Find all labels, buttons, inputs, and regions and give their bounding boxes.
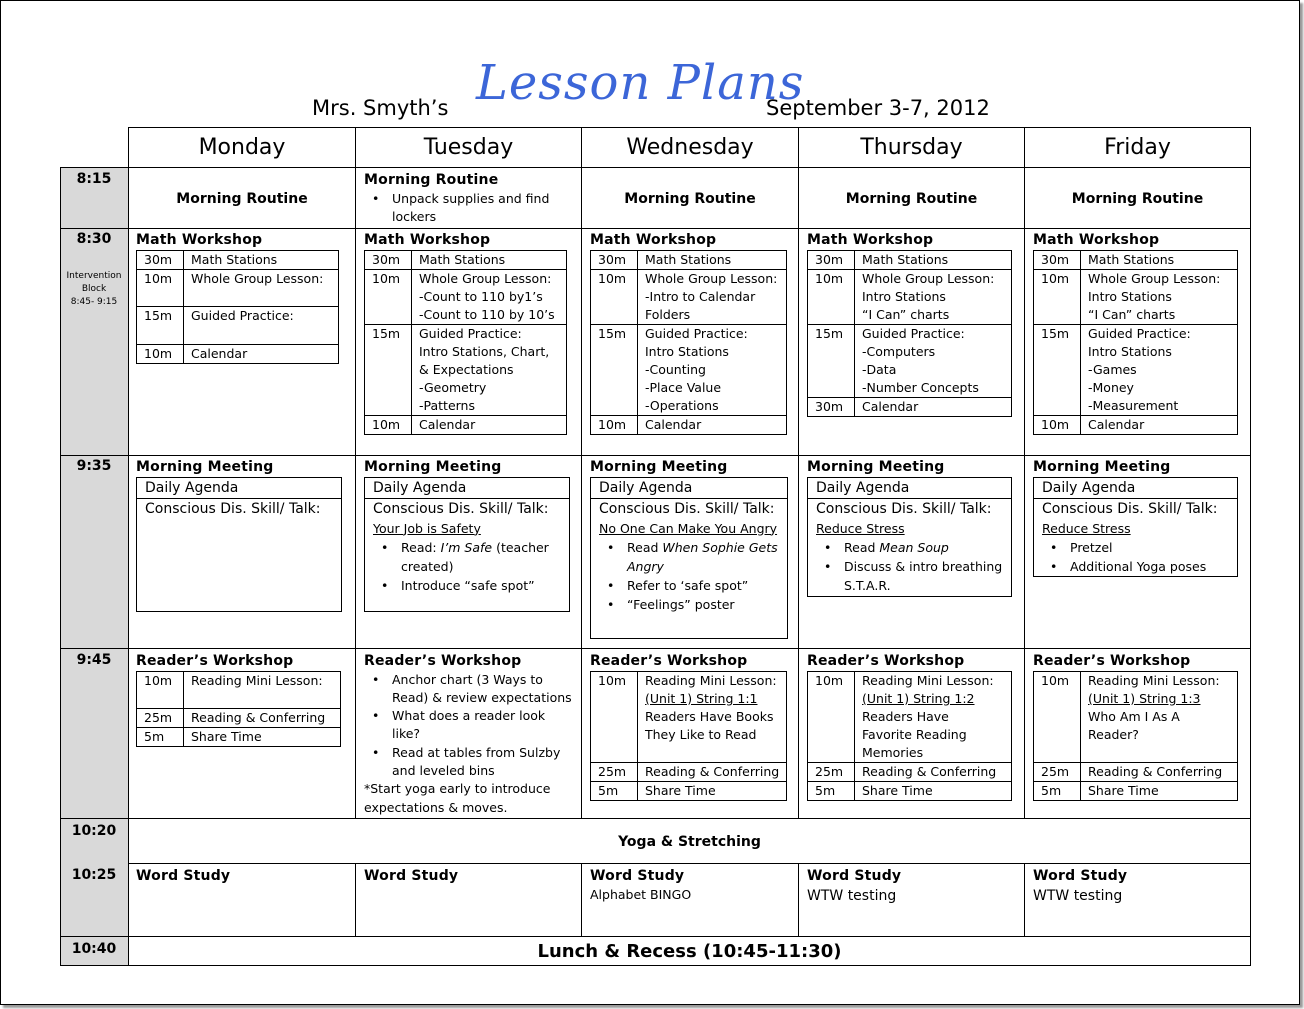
agenda-box: Daily Agenda Conscious Dis. Skill/ Talk: Your Job is Safety • Read: I’m Safe (teacher created) • Introduce “safe spot” (364, 477, 570, 612)
grid-line (60, 455, 1251, 456)
agenda-box: Daily Agenda Conscious Dis. Skill/ Talk: No One Can Make You Angry • Read When Sophie Gets Angry • Refer to ‘safe spot” • “Feelings” poster (590, 477, 788, 639)
week-dates: September 3-7, 2012 (766, 96, 990, 120)
grid-line (798, 863, 799, 937)
meeting-bullets: • Read: I’m Safe (teacher created) • Introduce “safe spot” (373, 538, 561, 595)
time-1040: 10:40 (71, 941, 117, 957)
yoga-stretching: Yoga & Stretching (618, 834, 761, 850)
reader-bullets: • Anchor chart (3 Ways to Read) & review expectations • What does a reader look like? • Read at tables from Sulzby and leveled bins (364, 671, 578, 781)
grid-line (60, 936, 1251, 937)
intervention-block-note: Intervention Block 8:45- 9:15 (66, 271, 122, 307)
day-header-thursday: Thursday (860, 135, 963, 160)
morning-meeting-thursday: Morning Meeting Daily Agenda Conscious Dis. Skill/ Talk: Reduce Stress • Read Mean Soup • Discuss & intro breathing S.T.A.R. (807, 458, 1012, 597)
math-workshop-monday: Math Workshop 30m Math Stations 10m Whole Group Lesson: 15m Guided Practice: 10m Calendar (136, 231, 339, 364)
math-workshop-thursday: Math Workshop 30m Math Stations 10m Whole Group Lesson: Intro Stations “I Can” charts 15m Guided Practice: -Computers -Data -Number Concepts 30m Calendar (807, 231, 1012, 417)
morning-routine-thursday: Morning Routine (845, 191, 978, 207)
reading-schedule-table: 10m Reading Mini Lesson: 25m Reading & Conferring 5m Share Time (136, 671, 341, 747)
lunch-recess: Lunch & Recess (10:45-11:30) (537, 941, 842, 962)
day-header-wednesday: Wednesday (626, 135, 754, 160)
meeting-bullets: • Read When Sophie Gets Angry • Refer to ‘safe spot” • “Feelings” poster (599, 538, 779, 614)
morning-meeting-friday: Morning Meeting Daily Agenda Conscious Dis. Skill/ Talk: Reduce Stress • Pretzel • Additional Yoga poses (1033, 458, 1238, 577)
time-0830: 8:30 (76, 231, 112, 247)
math-workshop-friday: Math Workshop 30m Math Stations 10m Whole Group Lesson: Intro Stations “I Can” charts 15m Guided Practice: Intro Stations -Games -Money -Measurement 10m Calendar (1033, 231, 1238, 435)
morning-meeting-tuesday: Morning Meeting Daily Agenda Conscious Dis. Skill/ Talk: Your Job is Safety • Read: I’m Safe (teacher created) • Introduce “safe spot” (364, 458, 570, 612)
time-1025: 10:25 (71, 867, 117, 883)
time-0935: 9:35 (76, 458, 112, 474)
teacher-name: Mrs. Smyth’s (312, 96, 449, 120)
word-study-monday: Word Study (136, 868, 231, 884)
readers-workshop-wednesday: Reader’s Workshop 10m Reading Mini Lesson: (Unit 1) String 1:1 Readers Have Books They Like to Read 25m Reading & Conferring 5m Share Time (590, 652, 787, 801)
grid-line (1250, 127, 1251, 966)
time-0945: 9:45 (76, 652, 112, 668)
morning-meeting-wednesday: Morning Meeting Daily Agenda Conscious Dis. Skill/ Talk: No One Can Make You Angry • Read When Sophie Gets Angry • Refer to ‘safe spot” • “Feelings” poster (590, 458, 788, 639)
math-schedule-table: 30m Math Stations 10m Whole Group Lesson: -Intro to Calendar Folders 15m Guided Practice: Intro Stations -Counting -Place Value -Operations 10m Calendar (590, 250, 787, 435)
grid-line (1024, 127, 1025, 819)
grid-line (1024, 863, 1025, 937)
grid-line (581, 863, 582, 937)
agenda-box: Daily Agenda Conscious Dis. Skill/ Talk: (136, 477, 342, 612)
word-study-thursday: Word Study WTW testing (807, 868, 902, 904)
page-title: Lesson Plans (476, 55, 805, 111)
grid-line (60, 818, 1251, 819)
day-header-monday: Monday (198, 135, 286, 160)
grid-line (355, 127, 356, 819)
morning-routine-friday: Morning Routine (1071, 191, 1204, 207)
math-workshop-tuesday: Math Workshop 30m Math Stations 10m Whole Group Lesson: -Count to 110 by1’s -Count to 110 by 10’s 15m Guided Practice: Intro Stations, Chart, & Expectations -Geometry -Patterns 10m Calendar (364, 231, 567, 435)
agenda-box: Daily Agenda Conscious Dis. Skill/ Talk: Reduce Stress • Read Mean Soup • Discuss & intro breathing S.T.A.R. (807, 477, 1012, 597)
math-schedule-table: 30m Math Stations 10m Whole Group Lesson: Intro Stations “I Can” charts 15m Guided Practice: -Computers -Data -Number Concepts 30m Calendar (807, 250, 1012, 417)
morning-routine-monday: Morning Routine (176, 191, 308, 207)
morning-meeting-monday: Morning Meeting Daily Agenda Conscious Dis. Skill/ Talk: (136, 458, 342, 612)
meeting-bullets: • Pretzel • Additional Yoga poses (1042, 538, 1229, 576)
meeting-bullets: • Read Mean Soup • Discuss & intro breathing S.T.A.R. (816, 538, 1003, 595)
day-header-tuesday: Tuesday (423, 135, 514, 160)
word-study-friday: Word Study WTW testing (1033, 868, 1128, 904)
word-study-wednesday: Word Study Alphabet BINGO (590, 868, 692, 902)
math-schedule-table: 30m Math Stations 10m Whole Group Lesson: Intro Stations “I Can” charts 15m Guided Practice: Intro Stations -Games -Money -Measurement 10m Calendar (1033, 250, 1238, 435)
day-header-friday: Friday (1104, 135, 1171, 160)
yoga-note: *Start yoga early to introduce expectations & moves. (364, 781, 551, 815)
math-schedule-table: 30m Math Stations 10m Whole Group Lesson: -Count to 110 by1’s -Count to 110 by 10’s 15m Guided Practice: Intro Stations, Chart, & Expectations -Geometry -Patterns 10m Calendar (364, 250, 567, 435)
readers-workshop-monday: Reader’s Workshop 10m Reading Mini Lesson: 25m Reading & Conferring 5m Share Time (136, 652, 341, 747)
reading-schedule-table: 10m Reading Mini Lesson: (Unit 1) String 1:1 Readers Have Books They Like to Read 25m Reading & Conferring 5m Share Time (590, 671, 787, 801)
grid-line (60, 965, 1251, 966)
morning-routine-wednesday: Morning Routine (624, 191, 756, 207)
math-workshop-wednesday: Math Workshop 30m Math Stations 10m Whole Group Lesson: -Intro to Calendar Folders 15m Guided Practice: Intro Stations -Counting -Place Value -Operations 10m Calendar (590, 231, 787, 435)
grid-line (798, 127, 799, 819)
grid-line (128, 863, 1251, 864)
grid-line (355, 863, 356, 937)
morning-routine-tuesday: Morning Routine • Unpack supplies and find lockers (364, 171, 579, 226)
word-study-tuesday: Word Study (364, 868, 459, 884)
math-schedule-table: 30m Math Stations 10m Whole Group Lesson: 15m Guided Practice: 10m Calendar (136, 250, 339, 364)
readers-workshop-friday: Reader’s Workshop 10m Reading Mini Lesson: (Unit 1) String 1:3 Who Am I As A Reader? 25m Reading & Conferring 5m Share Time (1033, 652, 1238, 801)
reading-schedule-table: 10m Reading Mini Lesson: (Unit 1) String 1:3 Who Am I As A Reader? 25m Reading & Conferring 5m Share Time (1033, 671, 1238, 801)
reading-schedule-table: 10m Reading Mini Lesson: (Unit 1) String 1:2 Readers Have Favorite Reading Memories 25m Reading & Conferring 5m Share Time (807, 671, 1012, 801)
time-0815: 8:15 (76, 171, 112, 187)
readers-workshop-tuesday: Reader’s Workshop • Anchor chart (3 Ways to Read) & review expectations • What does a reader look like? • Read at tables from Sulzby and leveled bins *Start yoga early to introduce expectations & moves. (364, 652, 578, 817)
routine-bullets: • Unpack supplies and find lockers (364, 190, 579, 226)
grid-line (60, 228, 1251, 229)
agenda-box: Daily Agenda Conscious Dis. Skill/ Talk: Reduce Stress • Pretzel • Additional Yoga poses (1033, 477, 1238, 577)
readers-workshop-thursday: Reader’s Workshop 10m Reading Mini Lesson: (Unit 1) String 1:2 Readers Have Favorite Reading Memories 25m Reading & Conferring 5m Share Time (807, 652, 1012, 801)
grid-line (60, 648, 1251, 649)
time-1020: 10:20 (71, 823, 117, 839)
grid-line (581, 127, 582, 819)
